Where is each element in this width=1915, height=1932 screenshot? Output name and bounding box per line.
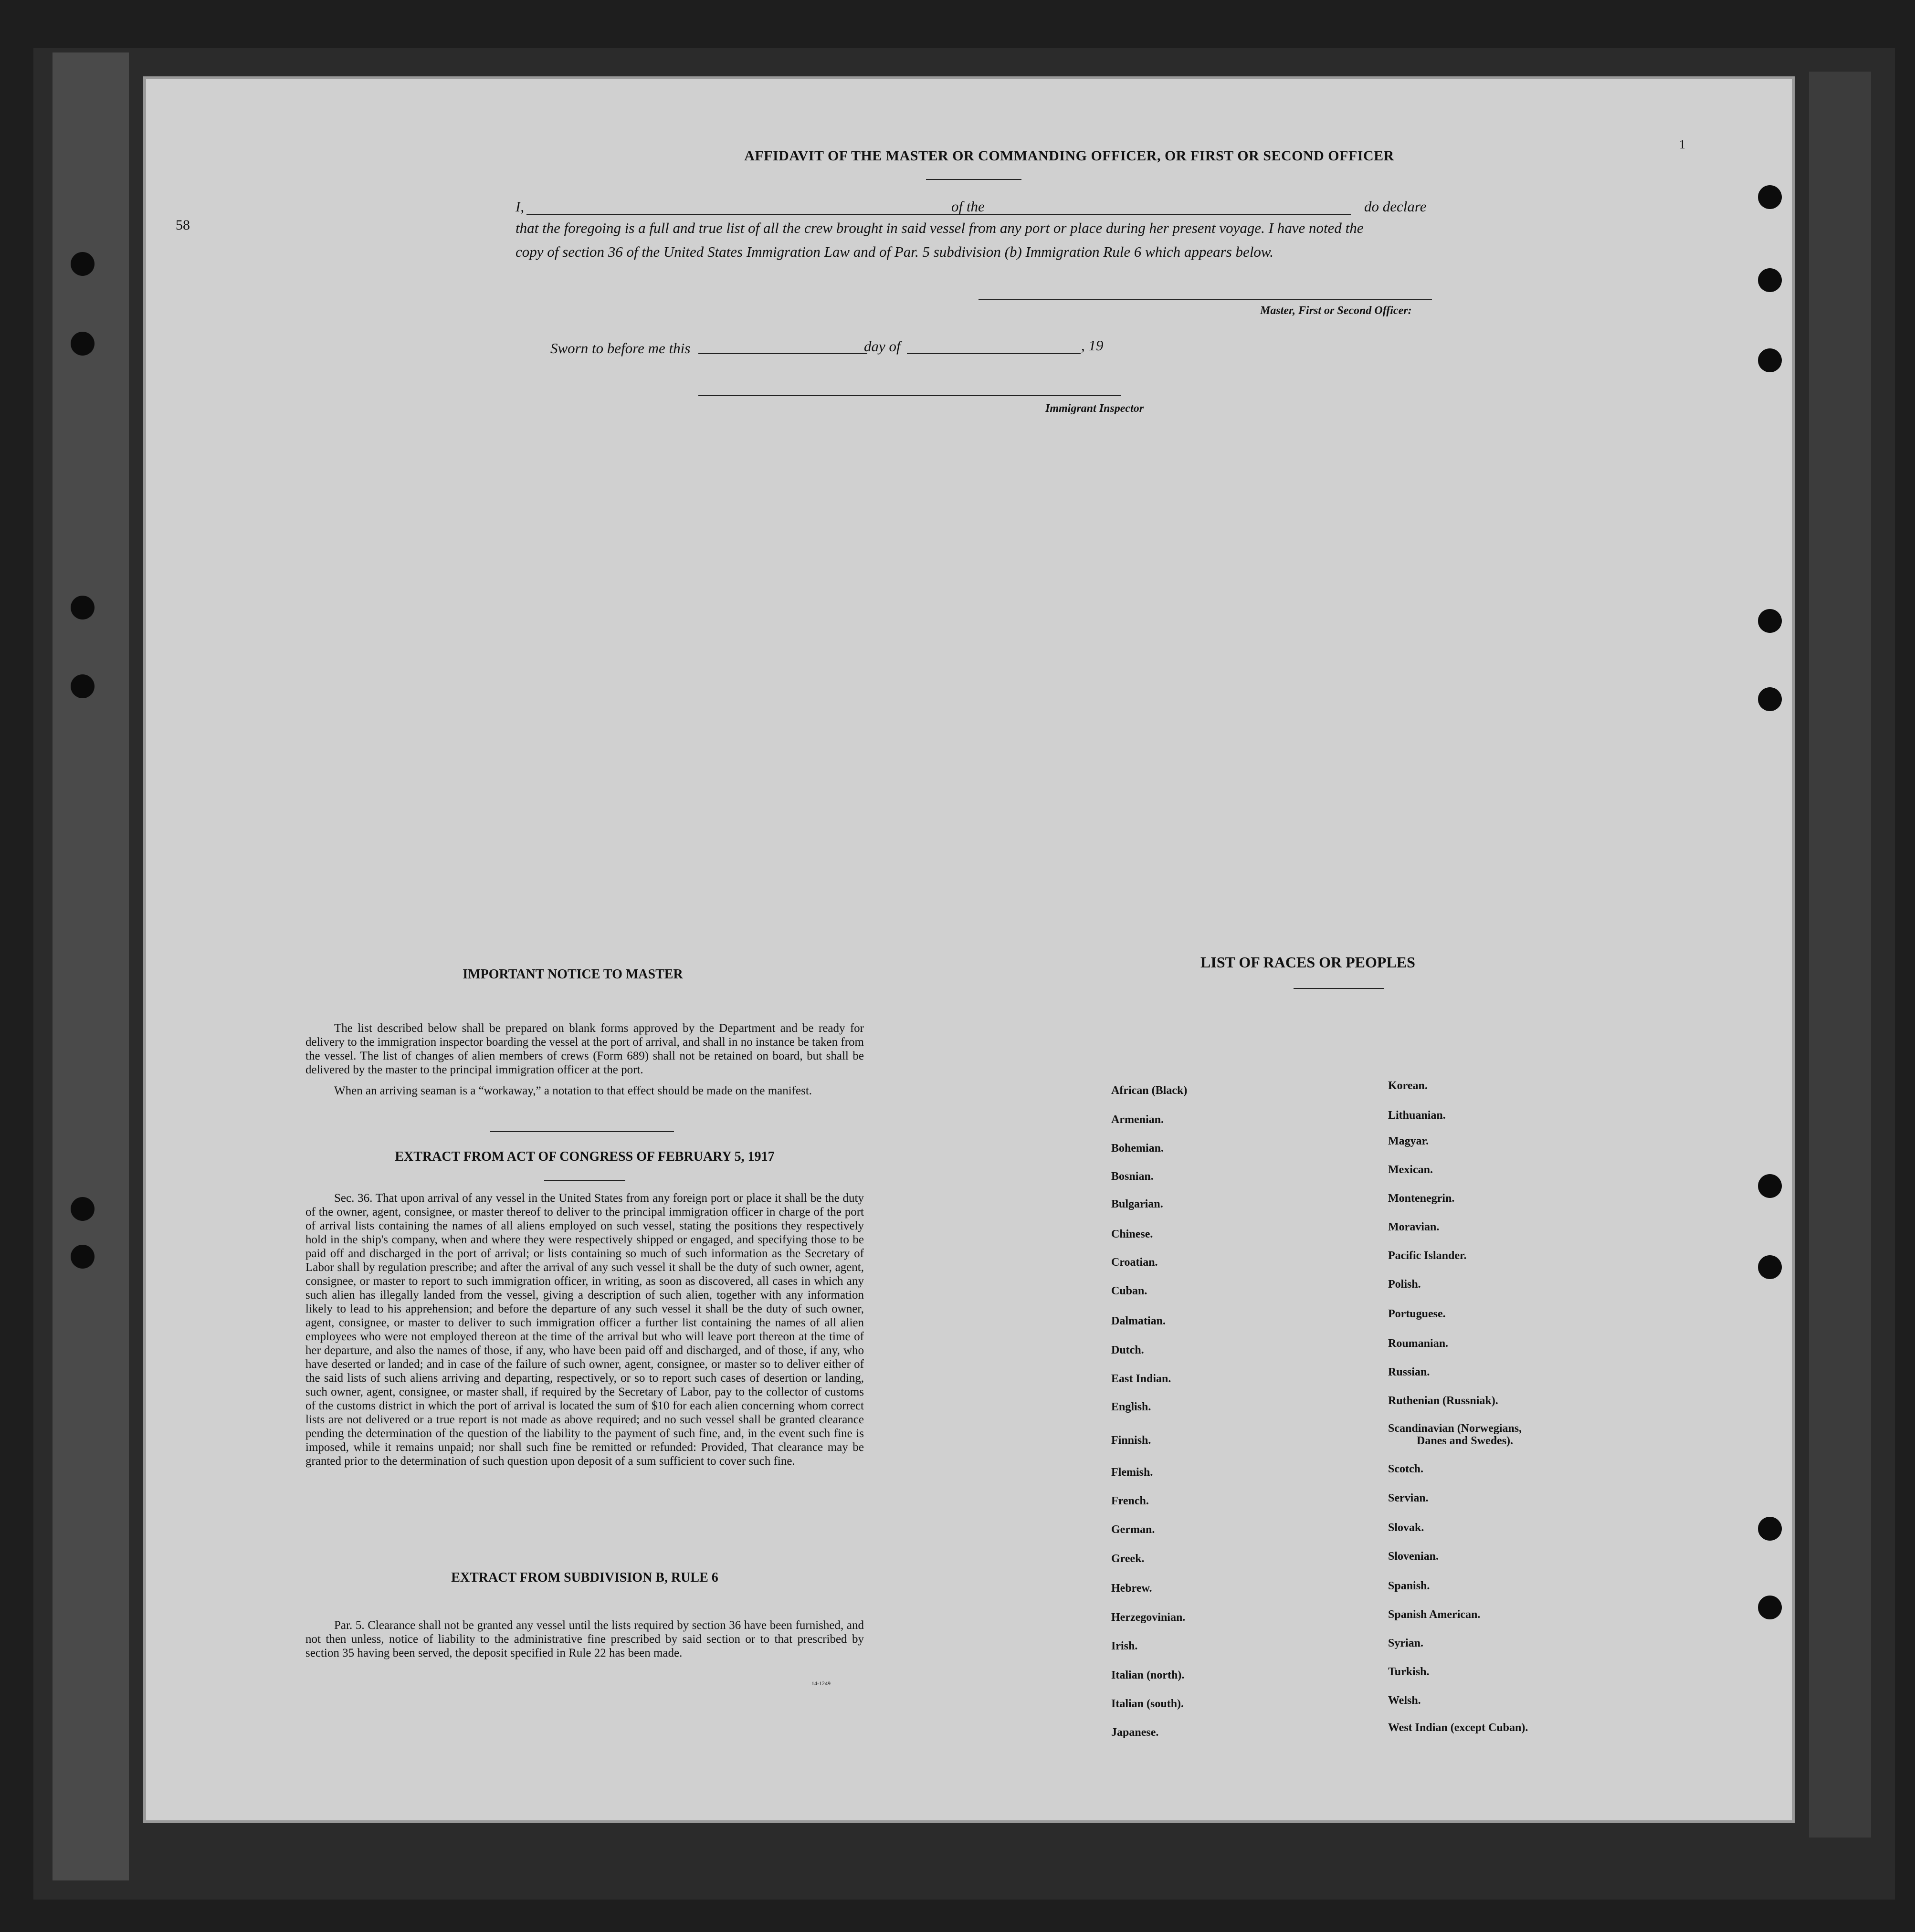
punch-hole [1758, 1255, 1782, 1279]
race-item: West Indian (except Cuban). [1388, 1722, 1528, 1734]
master-caption: Master, First or Second Officer: [1260, 304, 1412, 317]
race-item: Dalmatian. [1111, 1315, 1166, 1327]
race-item: Armenian. [1111, 1113, 1164, 1126]
day-of-label: day of [864, 338, 901, 355]
race-item: Montenegrin. [1388, 1192, 1455, 1205]
race-item: Italian (south). [1111, 1698, 1184, 1710]
affidavit-declare-label: do declare [1364, 198, 1427, 215]
race-item: Herzegovinian. [1111, 1611, 1186, 1624]
punch-hole [1758, 609, 1782, 633]
race-item: Hebrew. [1111, 1582, 1152, 1595]
notice-title: IMPORTANT NOTICE TO MASTER [463, 967, 683, 982]
race-item: Danes and Swedes). [1417, 1435, 1514, 1447]
race-item: English. [1111, 1401, 1151, 1413]
race-item: Servian. [1388, 1492, 1429, 1504]
race-item: Spanish American. [1388, 1608, 1481, 1621]
race-item: Polish. [1388, 1278, 1421, 1291]
punch-hole [1758, 687, 1782, 711]
race-item: Pacific Islander. [1388, 1250, 1467, 1262]
document-page [143, 76, 1795, 1823]
punch-hole [71, 674, 95, 698]
race-item: Croatian. [1111, 1256, 1158, 1269]
race-item: Russian. [1388, 1366, 1430, 1378]
race-item: Japanese. [1111, 1726, 1159, 1739]
extract-1-text: Sec. 36. That upon arrival of any vessel in the United States from any foreign port or place it shall be the duty of the owner, agent, consignee, or master thereof to deliver to the principal immigration officer in charge of the port of arrival lists containing the names of all aliens employed on such vessel, stating the positions they respectively hold in the ship's company, when and where they were respectively shipped or engaged, and specifying those to be paid off and discharged in the port of arrival; or lists containing so much of such information as the Secretary of Labor shall by regulation prescribe; and after the arrival of any such vessel it shall be the duty of such owner, agent, consignee, or master to report to such immigration officer, in writing, as soon as discovered, all cases in which any such alien has illegally landed from the vessel, giving a description of such alien, together with any information likely to lead to his apprehension; and before the departure of any such vessel it shall be the duty of such owner, agent, consignee, or master to deliver to such immigration officer a further list containing the names of all alien employees who were not employed thereon at the time of the arrival but who will leave port thereon at the time of her departure, and also the names of those, if any, who have been paid off and discharged, and of those, if any, who have deserted or landed; and in case of the failure of such owner, agent, consignee, or master so to deliver either of the said lists of such aliens arriving and departing, respectively, or so to report such cases of desertion or landing, such owner, agent, consignee, or master shall, if required by the Secretary of Labor, pay to the collector of customs of the customs district in which the port of arrival is located the sum of $10 for each alien concerning whom correct lists are not delivered or a true report is not made as above required; and no such vessel shall be granted clearance pending the determination of the question of the liability to the payment of such fine, and, in the event such fine is imposed, while it remains unpaid; nor shall such fine be remitted or refunded: Provided, That clearance may be granted prior to the determination of such question upon deposit of a sum sufficient to cover such fine. [305, 1192, 864, 1468]
race-item: Ruthenian (Russniak). [1388, 1395, 1498, 1407]
race-item: Moravian. [1388, 1221, 1440, 1233]
master-signature-line [979, 299, 1432, 300]
punch-hole [71, 1197, 95, 1221]
race-item: Korean. [1388, 1080, 1428, 1092]
race-item: Greek. [1111, 1553, 1145, 1565]
title-underline [926, 179, 1021, 180]
punch-hole [71, 332, 95, 356]
affidavit-i-label: I, [516, 198, 525, 215]
extract-2-text: Par. 5. Clearance shall not be granted any vessel until the lists required by section 36 have been furnished, and not then unless, notice of liability to the administrative fine prescribed by said section or to that prescribed by section 35 having been served, the deposit specified in Rule 22 has been made. [305, 1619, 864, 1659]
notice-paragraph-2: When an arriving seaman is a “workaway,” a notation to that effect should be made on the manifest. [334, 1084, 812, 1097]
race-item: East Indian. [1111, 1373, 1171, 1385]
extract-2-title: EXTRACT FROM SUBDIVISION B, RULE 6 [451, 1570, 718, 1585]
punch-hole [1758, 185, 1782, 209]
vessel-line [988, 214, 1351, 215]
notice-paragraph-1: The list described below shall be prepared on blank forms approved by the Department and be ready for delivery to the immigration inspector boarding the vessel at the port of arrival, and shall in no instance be taken from the vessel. The list of changes of alien members of crews (Form 689) shall not be retained on board, but shall be delivered by the master to the principal immigration officer at the port. [305, 1022, 864, 1076]
race-item: Spanish. [1388, 1580, 1430, 1592]
race-item: Portuguese. [1388, 1308, 1446, 1320]
page-mark: 1 [1679, 137, 1685, 151]
punch-hole [71, 1245, 95, 1269]
sworn-month-line [907, 353, 1081, 354]
race-item: Scandinavian (Norwegians, [1388, 1422, 1522, 1435]
sworn-day-line [698, 353, 867, 354]
punch-hole [1758, 268, 1782, 292]
punch-hole [71, 252, 95, 276]
affidavit-title: AFFIDAVIT OF THE MASTER OR COMMANDING OFFICER, OR FIRST OR SECOND OFFICER [744, 148, 1394, 164]
inspector-signature-line [698, 395, 1121, 396]
race-item: Bulgarian. [1111, 1198, 1163, 1210]
race-item: Slovenian. [1388, 1550, 1439, 1563]
race-item: Slovak. [1388, 1522, 1424, 1534]
page-edge-left [53, 52, 129, 1880]
affidavit-line-3: copy of section 36 of the United States Immigration Law and of Par. 5 subdivision (b) Immigration Rule 6 which appears below. [516, 243, 1274, 260]
year-label: , 19 [1081, 337, 1104, 354]
affidavit-of-the-label: of the [951, 198, 985, 215]
inspector-caption: Immigrant Inspector [1045, 402, 1144, 415]
punch-hole [71, 596, 95, 620]
race-item: Welsh. [1388, 1694, 1421, 1707]
races-underline [1294, 988, 1384, 989]
race-item: Italian (north). [1111, 1669, 1185, 1681]
race-item: Magyar. [1388, 1135, 1429, 1147]
race-item: Syrian. [1388, 1637, 1424, 1649]
race-item: Flemish. [1111, 1466, 1153, 1479]
punch-hole [1758, 1174, 1782, 1198]
punch-hole [1758, 1517, 1782, 1541]
race-item: French. [1111, 1495, 1149, 1507]
race-item: Bohemian. [1111, 1142, 1164, 1155]
punch-hole [1758, 1596, 1782, 1619]
affidavit-line-2: that the foregoing is a full and true list of all the crew brought in said vessel from any port or place during her present voyage. I have noted the [516, 220, 1364, 236]
race-item: Cuban. [1111, 1285, 1147, 1297]
margin-mark: 58 [176, 217, 190, 233]
race-item: Chinese. [1111, 1228, 1153, 1240]
race-item: Lithuanian. [1388, 1109, 1446, 1122]
race-item: Mexican. [1388, 1164, 1433, 1176]
extract-1-title: EXTRACT FROM ACT OF CONGRESS OF FEBRUARY 5, 1917 [395, 1149, 775, 1164]
race-item: Scotch. [1388, 1463, 1423, 1475]
race-item: African (Black) [1111, 1084, 1188, 1097]
race-item: Dutch. [1111, 1344, 1144, 1356]
race-item: Irish. [1111, 1640, 1138, 1652]
races-title: LIST OF RACES OR PEOPLES [1200, 954, 1415, 971]
extract-1-underline [544, 1180, 625, 1181]
race-item: Roumanian. [1388, 1337, 1449, 1350]
punch-hole [1758, 348, 1782, 372]
race-item: Turkish. [1388, 1666, 1430, 1678]
form-number: 14-1249 [811, 1680, 831, 1687]
sworn-label: Sworn to before me this [550, 340, 691, 357]
race-item: Bosnian. [1111, 1170, 1154, 1183]
page-edge-right [1809, 72, 1871, 1838]
race-item: German. [1111, 1523, 1155, 1536]
notice-divider [490, 1131, 674, 1132]
race-item: Finnish. [1111, 1434, 1151, 1447]
